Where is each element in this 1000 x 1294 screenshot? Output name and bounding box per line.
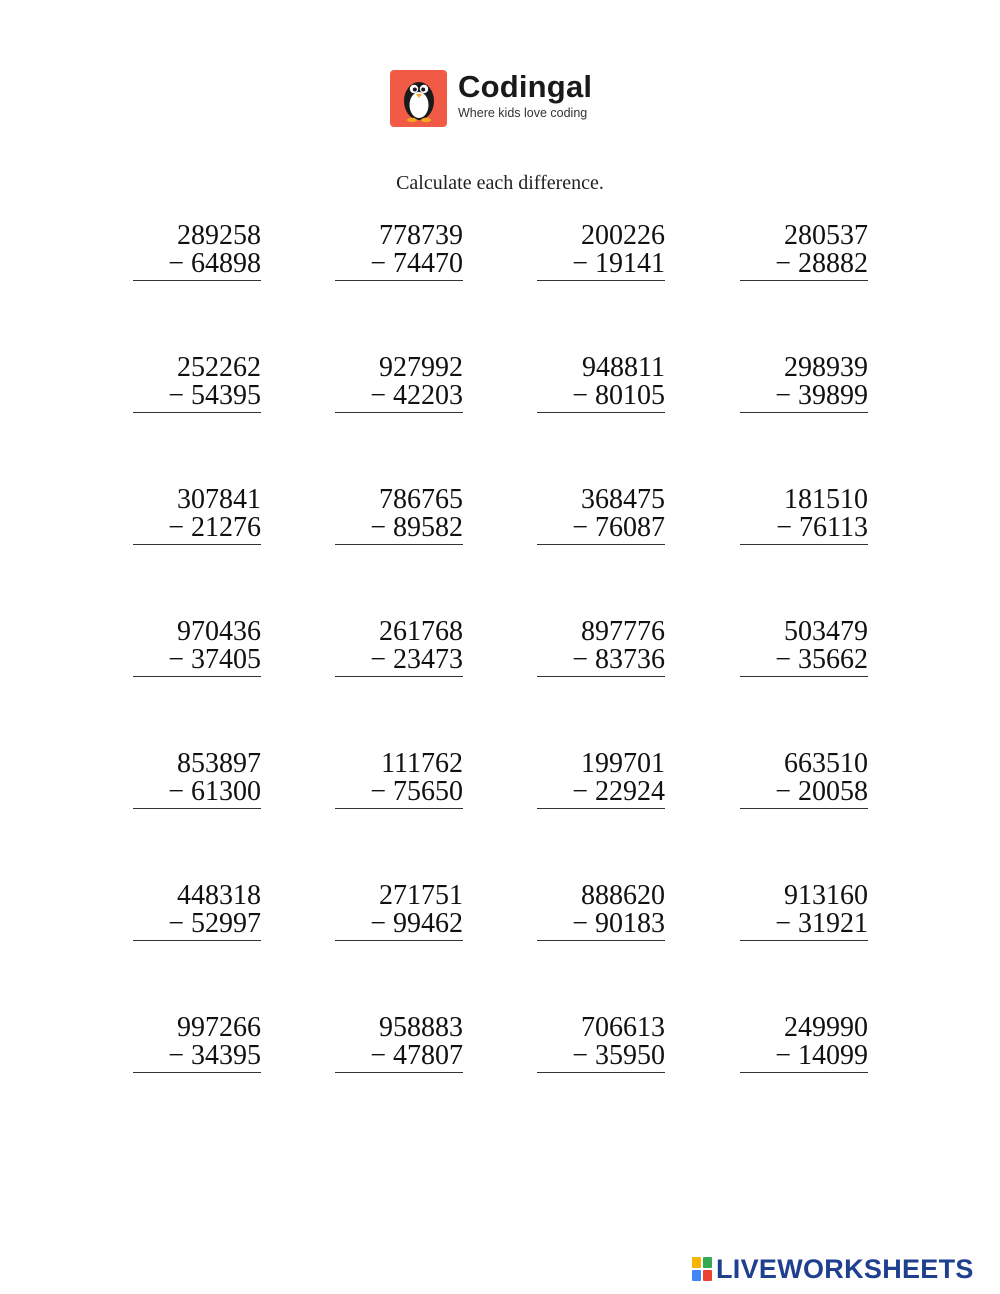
answer-line: [537, 940, 665, 941]
subtrahend: 34395: [191, 1040, 261, 1071]
minuend: 261768: [379, 616, 463, 647]
minuend: 706613: [581, 1012, 665, 1043]
subtrahend-row: [740, 514, 868, 542]
minuend: 368475: [581, 484, 665, 515]
answer-line: [133, 808, 261, 809]
minus-sign: −: [775, 248, 791, 279]
subtraction-problem: [335, 618, 463, 677]
minus-sign: −: [168, 248, 184, 279]
subtrahend-row: [335, 382, 463, 410]
minus-sign: −: [370, 380, 386, 411]
minus-sign: −: [370, 908, 386, 939]
minuend: 786765: [379, 484, 463, 515]
subtrahend-row: [740, 1042, 868, 1070]
minus-sign: −: [370, 776, 386, 807]
subtrahend: 37405: [191, 644, 261, 675]
subtrahend-row: [335, 250, 463, 278]
subtrahend-row: [133, 910, 261, 938]
subtraction-problem: [537, 354, 665, 413]
minus-sign: −: [168, 380, 184, 411]
subtraction-problem: [740, 222, 868, 281]
minus-sign: −: [572, 512, 588, 543]
minuend: 927992: [379, 352, 463, 383]
subtrahend-row: [133, 646, 261, 674]
subtrahend: 99462: [393, 908, 463, 939]
minuend: 289258: [177, 220, 261, 251]
minuend: 970436: [177, 616, 261, 647]
subtraction-problem: [740, 882, 868, 941]
answer-line: [537, 676, 665, 677]
answer-line: [133, 676, 261, 677]
answer-line: [335, 412, 463, 413]
minus-sign: −: [168, 644, 184, 675]
answer-line: [740, 1072, 868, 1073]
answer-line: [740, 280, 868, 281]
subtrahend-row: [335, 778, 463, 806]
answer-line: [133, 544, 261, 545]
liveworksheets-icon: [692, 1257, 712, 1281]
minuend: 249990: [784, 1012, 868, 1043]
subtrahend: 52997: [191, 908, 261, 939]
subtrahend: 35950: [595, 1040, 665, 1071]
subtrahend-row: [740, 910, 868, 938]
subtrahend: 75650: [393, 776, 463, 807]
subtrahend: 31921: [798, 908, 868, 939]
answer-line: [537, 280, 665, 281]
subtrahend: 89582: [393, 512, 463, 543]
answer-line: [335, 940, 463, 941]
subtraction-problem: [335, 882, 463, 941]
subtraction-problem: [335, 222, 463, 281]
minuend: 252262: [177, 352, 261, 383]
minuend: 948811: [582, 352, 665, 383]
answer-line: [335, 1072, 463, 1073]
minuend: 199701: [581, 748, 665, 779]
answer-line: [740, 676, 868, 677]
subtrahend-row: [537, 646, 665, 674]
minuend: 181510: [784, 484, 868, 515]
subtrahend: 74470: [393, 248, 463, 279]
minus-sign: −: [370, 512, 386, 543]
instruction-text: Calculate each difference.: [396, 172, 604, 194]
subtrahend: 22924: [595, 776, 665, 807]
minuend: 271751: [379, 880, 463, 911]
subtraction-problem: [133, 222, 261, 281]
subtraction-problem: [133, 486, 261, 545]
minuend: 888620: [581, 880, 665, 911]
minus-sign: −: [168, 1040, 184, 1071]
subtraction-problem: [537, 222, 665, 281]
subtrahend: 19141: [595, 248, 665, 279]
answer-line: [335, 544, 463, 545]
subtrahend-row: [740, 250, 868, 278]
minus-sign: −: [572, 908, 588, 939]
answer-line: [537, 544, 665, 545]
subtraction-problem: [133, 354, 261, 413]
minus-sign: −: [572, 1040, 588, 1071]
minus-sign: −: [775, 1040, 791, 1071]
answer-line: [133, 940, 261, 941]
minuend: 307841: [177, 484, 261, 515]
subtraction-problem: [335, 1014, 463, 1073]
minus-sign: −: [168, 776, 184, 807]
minuend: 958883: [379, 1012, 463, 1043]
subtraction-problem: [537, 486, 665, 545]
liveworksheets-footer: [692, 1254, 974, 1284]
penguin-icon: [390, 70, 447, 127]
minuend: 663510: [784, 748, 868, 779]
subtrahend-row: [133, 514, 261, 542]
subtrahend: 39899: [798, 380, 868, 411]
subtraction-problem: [740, 486, 868, 545]
liveworksheets-label: LIVEWORKSHEETS: [716, 1253, 974, 1284]
subtrahend: 20058: [798, 776, 868, 807]
answer-line: [740, 940, 868, 941]
subtraction-problem: [537, 618, 665, 677]
subtrahend: 21276: [191, 512, 261, 543]
answer-line: [335, 808, 463, 809]
subtrahend: 42203: [393, 380, 463, 411]
subtraction-problem: [740, 750, 868, 809]
subtraction-problem: [335, 750, 463, 809]
subtrahend-row: [335, 646, 463, 674]
subtrahend-row: [133, 1042, 261, 1070]
subtrahend-row: [537, 910, 665, 938]
subtrahend: 76113: [799, 512, 868, 543]
minuend: 111762: [381, 748, 463, 779]
subtrahend-row: [335, 910, 463, 938]
minus-sign: −: [776, 512, 793, 543]
minuend: 853897: [177, 748, 261, 779]
subtrahend: 35662: [798, 644, 868, 675]
minus-sign: −: [168, 908, 184, 939]
answer-line: [537, 412, 665, 413]
subtraction-problem: [133, 1014, 261, 1073]
minuend: 897776: [581, 616, 665, 647]
answer-line: [335, 280, 463, 281]
minus-sign: −: [370, 1040, 386, 1071]
subtrahend-row: [335, 514, 463, 542]
minus-sign: −: [775, 776, 791, 807]
brand-tagline: Where kids love coding: [458, 106, 588, 120]
minuend: 200226: [581, 220, 665, 251]
answer-line: [740, 544, 868, 545]
answer-line: [133, 280, 261, 281]
answer-line: [740, 808, 868, 809]
subtrahend: 64898: [191, 248, 261, 279]
minuend: 503479: [784, 616, 868, 647]
subtrahend: 76087: [595, 512, 665, 543]
subtrahend-row: [537, 1042, 665, 1070]
answer-line: [537, 1072, 665, 1073]
minus-sign: −: [572, 644, 588, 675]
subtrahend: 14099: [798, 1040, 868, 1071]
answer-line: [335, 676, 463, 677]
subtrahend-row: [740, 382, 868, 410]
subtrahend-row: [133, 382, 261, 410]
subtraction-problem: [537, 750, 665, 809]
minus-sign: −: [775, 380, 791, 411]
subtraction-problem: [335, 486, 463, 545]
subtraction-problem: [740, 354, 868, 413]
minuend: 448318: [177, 880, 261, 911]
subtrahend-row: [740, 778, 868, 806]
subtrahend-row: [740, 646, 868, 674]
minuend: 778739: [379, 220, 463, 251]
answer-line: [537, 808, 665, 809]
subtrahend: 28882: [798, 248, 868, 279]
answer-line: [133, 1072, 261, 1073]
minuend: 997266: [177, 1012, 261, 1043]
minus-sign: −: [572, 380, 588, 411]
subtrahend-row: [537, 514, 665, 542]
minus-sign: −: [168, 512, 184, 543]
subtrahend-row: [133, 778, 261, 806]
subtrahend-row: [335, 1042, 463, 1070]
subtraction-problem: [537, 1014, 665, 1073]
subtraction-problem: [133, 750, 261, 809]
minuend: 913160: [784, 880, 868, 911]
subtraction-problem: [740, 1014, 868, 1073]
minus-sign: −: [370, 248, 386, 279]
subtraction-problem: [335, 354, 463, 413]
minus-sign: −: [370, 644, 386, 675]
answer-line: [740, 412, 868, 413]
minuend: 280537: [784, 220, 868, 251]
subtrahend-row: [537, 778, 665, 806]
codingal-logo: [390, 70, 592, 127]
subtrahend: 83736: [595, 644, 665, 675]
subtrahend: 80105: [595, 380, 665, 411]
subtraction-problem: [740, 618, 868, 677]
brand-name: Codingal: [458, 69, 593, 104]
minus-sign: −: [775, 908, 791, 939]
minuend: 298939: [784, 352, 868, 383]
minus-sign: −: [572, 776, 588, 807]
subtrahend: 90183: [595, 908, 665, 939]
subtrahend-row: [133, 250, 261, 278]
subtrahend-row: [537, 250, 665, 278]
subtrahend: 61300: [191, 776, 261, 807]
answer-line: [133, 412, 261, 413]
subtraction-problem: [133, 618, 261, 677]
minus-sign: −: [775, 644, 791, 675]
subtrahend: 47807: [393, 1040, 463, 1071]
subtrahend: 54395: [191, 380, 261, 411]
minus-sign: −: [572, 248, 588, 279]
subtrahend: 23473: [393, 644, 463, 675]
subtrahend-row: [537, 382, 665, 410]
subtraction-problem: [537, 882, 665, 941]
subtraction-problem: [133, 882, 261, 941]
